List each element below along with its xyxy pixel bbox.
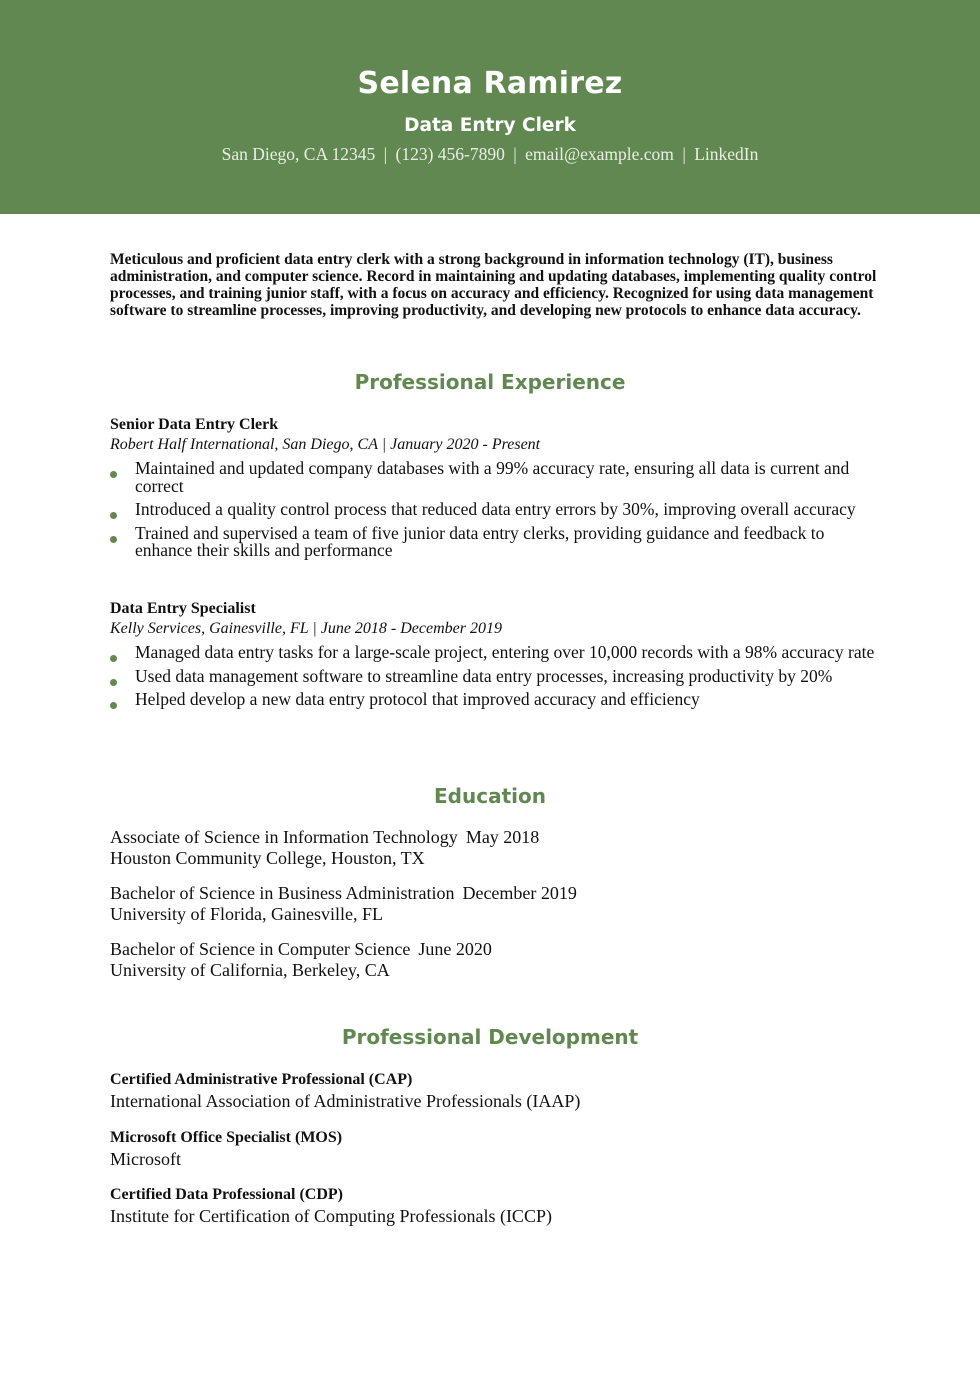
school: Houston Community College, Houston, TX — [110, 848, 425, 868]
bullet-text: Introduced a quality control process that reduced data entry errors by 30%, improving overall accuracy — [135, 499, 856, 519]
job-entry — [110, 599, 880, 715]
candidate-name: Selena Ramirez — [357, 66, 623, 101]
bullet-item — [110, 460, 880, 495]
certification-item — [110, 1128, 880, 1170]
job-entry — [110, 415, 880, 566]
bullet-item — [110, 644, 880, 662]
contact-separator: | — [383, 144, 388, 164]
degree: Bachelor of Science in Computer Science — [110, 939, 411, 959]
certification-name: Microsoft Office Specialist (MOS) — [110, 1129, 343, 1146]
education-item — [110, 883, 880, 925]
education-item — [110, 827, 880, 869]
degree-date: May 2018 — [465, 827, 540, 847]
contact-location: San Diego, CA 12345 — [221, 144, 376, 164]
contact-separator: | — [513, 144, 517, 164]
job-title: Data Entry Specialist — [110, 600, 256, 617]
bullet-item — [110, 691, 880, 709]
section-title-development: Professional Development — [341, 1025, 639, 1049]
certification-org: International Association of Administrative Professionals (IAAP) — [110, 1091, 581, 1111]
job-title: Senior Data Entry Clerk — [110, 416, 279, 433]
school: University of Florida, Gainesville, FL — [110, 904, 383, 924]
certification-org: Institute for Certification of Computing Professionals (ICCP) — [110, 1206, 552, 1226]
degree: Associate of Science in Information Technology — [110, 827, 458, 847]
bullet-dot-icon — [110, 536, 117, 543]
bullet-text: Maintained and updated company databases with a 99% accuracy rate, ensuring all data is current and correct — [135, 458, 850, 496]
bullet-dot-icon — [110, 471, 117, 478]
certification-item — [110, 1185, 880, 1227]
certification-item — [110, 1070, 880, 1112]
bullet-text: Trained and supervised a team of five junior data entry clerks, providing guidance and feedback to enhance their skills and performance — [135, 522, 825, 560]
degree-date: December 2019 — [462, 883, 577, 903]
job-meta: Robert Half International, San Diego, CA | January 2020 - Present — [110, 436, 541, 453]
bullet-text: Managed data entry tasks for a large-scale project, entering over 10,000 records with a 98% accuracy rate — [135, 642, 875, 662]
bullet-dot-icon — [110, 679, 117, 686]
school: University of California, Berkeley, CA — [110, 960, 390, 980]
summary-paragraph: Meticulous and proficient data entry clerk with a strong background in information technology (IT), business administration, and computer science. Record in maintaining and updating databases, implementing quality control processes, and training junior staff, with a focus on accuracy and efficiency. Recognized for using data management software to streamline processes, improving productivity, and developing new protocols to enhance data accuracy. — [110, 251, 877, 319]
bullet-text: Used data management software to streamline data entry processes, increasing productivity by 20% — [135, 665, 833, 686]
job-bullets — [110, 644, 880, 709]
education-item — [110, 939, 880, 981]
certification-name: Certified Administrative Professional (CAP) — [110, 1071, 413, 1088]
contact-phone: (123) 456-7890 — [395, 144, 505, 164]
section-title-education: Education — [434, 784, 546, 808]
bullet-dot-icon — [110, 702, 117, 709]
certification-org: Microsoft — [110, 1149, 181, 1169]
section-title-experience: Professional Experience — [354, 370, 626, 394]
degree-date: June 2020 — [418, 939, 492, 959]
bullet-item — [110, 522, 880, 560]
bullet-text: Helped develop a new data entry protocol that improved accuracy and efficiency — [135, 689, 700, 709]
degree: Bachelor of Science in Business Administration — [110, 883, 455, 903]
contact-email[interactable]: email@example.com — [525, 144, 674, 164]
bullet-item — [110, 665, 880, 686]
contact-line — [0, 144, 980, 165]
header-banner — [0, 0, 980, 214]
contact-separator: | — [682, 144, 686, 164]
candidate-title: Data Entry Clerk — [404, 115, 576, 136]
job-bullets — [110, 460, 880, 560]
job-meta: Kelly Services, Gainesville, FL | June 2018 - December 2019 — [110, 620, 502, 637]
contact-linkedin[interactable]: LinkedIn — [694, 144, 759, 164]
certification-name: Certified Data Professional (CDP) — [110, 1186, 343, 1203]
bullet-item — [110, 501, 880, 519]
bullet-dot-icon — [110, 512, 117, 519]
bullet-dot-icon — [110, 655, 117, 662]
